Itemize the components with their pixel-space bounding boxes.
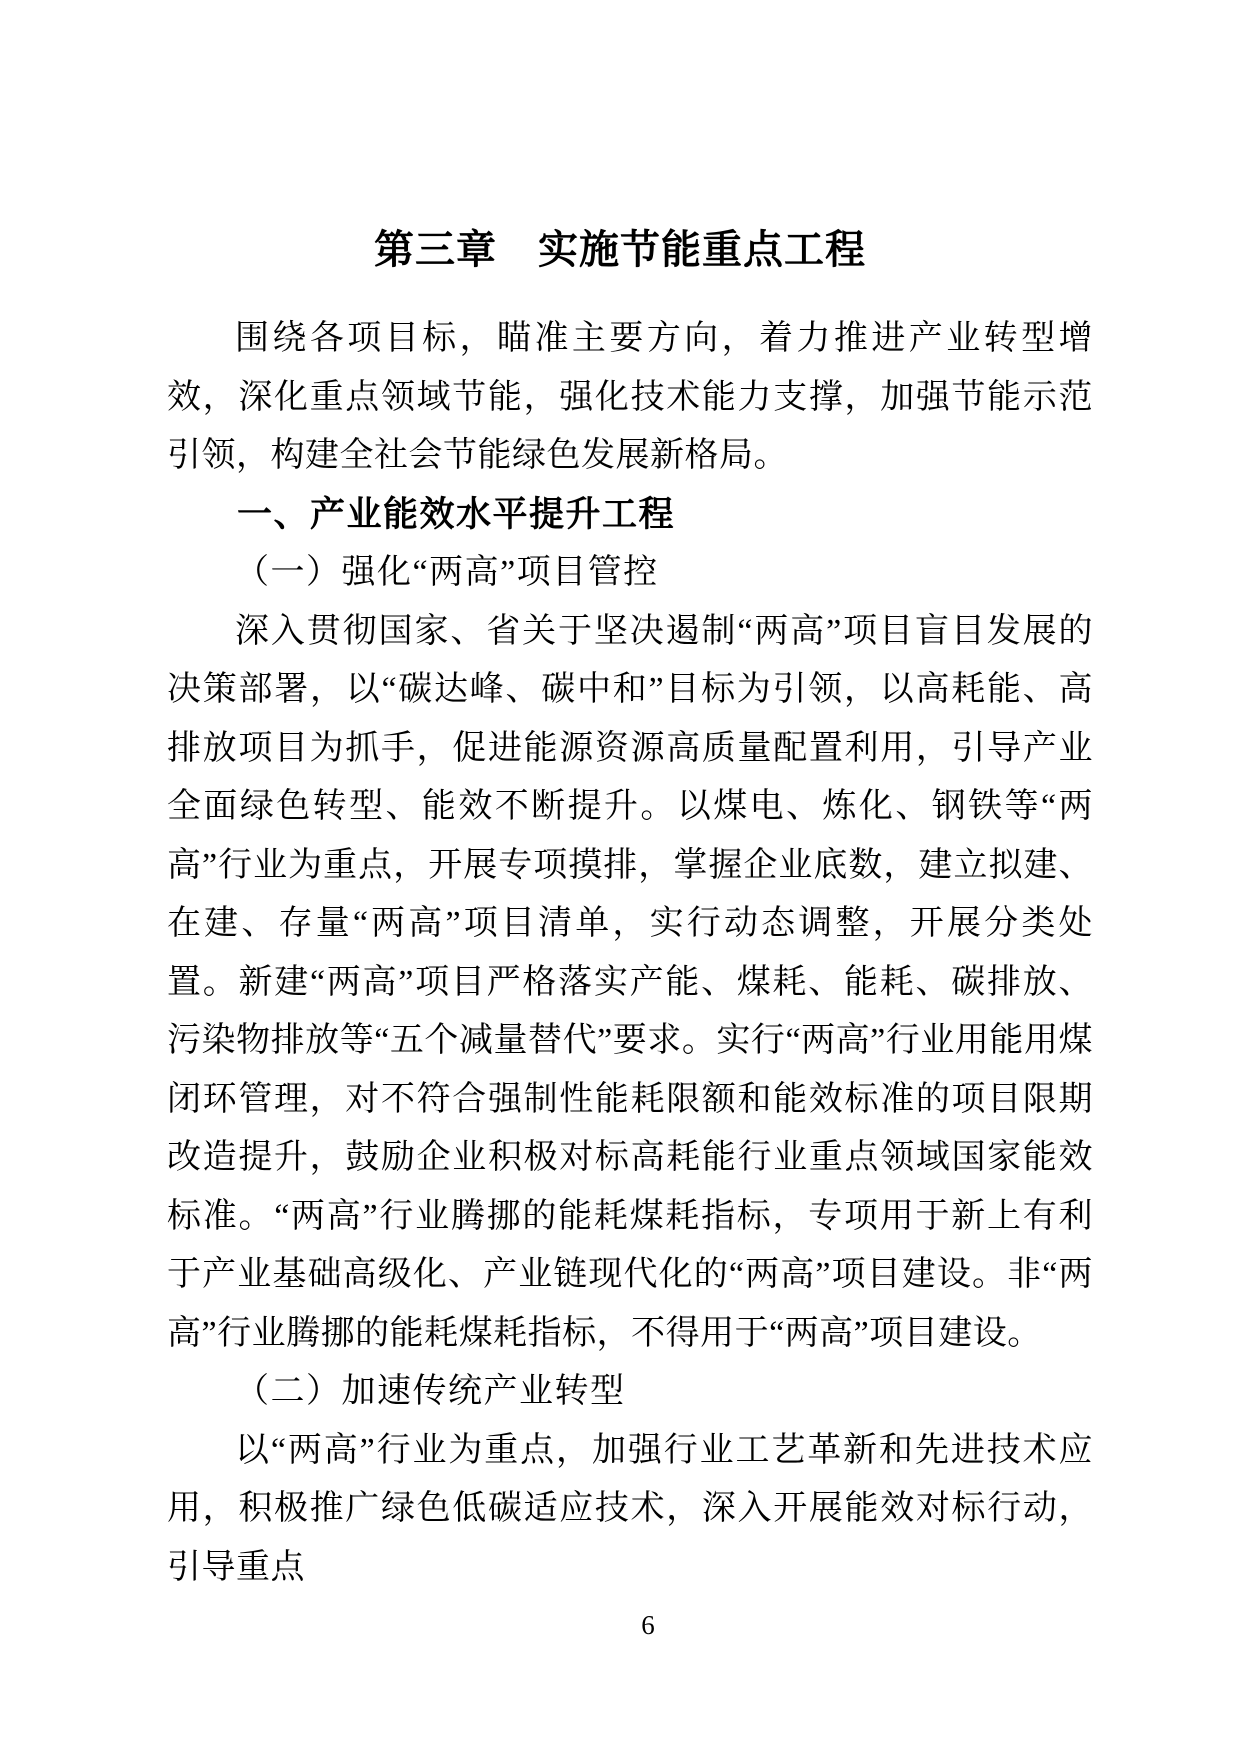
paragraph-traditional-industry: 以“两高”行业为重点，加强行业工艺革新和先进技术应用，积极推广绿色低碳适应技术，深入开展能效对标行动，引导重点 bbox=[167, 1431, 1093, 1586]
paragraph-two-high-control: 深入贯彻国家、省关于坚决遏制“两高”项目盲目发展的决策部署，以“碳达峰、碳中和”目标为引领，以高耗能、高排放项目为抓手，促进能源资源高质量配置利用，引导产业全面绿色转型、能效不断提升。以煤电、炼化、钢铁等“两高”行业为重点，开展专项摸排，掌握企业底数，建立拟建、在建、存量“两高”项目清单，实行动态调整，开展分类处置。新建“两高”项目严格落实产能、煤耗、能耗、碳排放、污染物排放等“五个减量替代”要求。实行“两高”行业用能用煤闭环管理，对不符合强制性能耗限额和能效标准的项目限期改造提升，鼓励企业积极对标高耗能行业重点领域国家能效标准。“两高”行业腾挪的能耗煤耗指标，专项用于新上有利于产业基础高级化、产业链现代化的“两高”项目建设。非“两高”行业腾挪的能耗煤耗指标，不得用于“两高”项目建设。 bbox=[167, 612, 1093, 1352]
paragraph-intro: 围绕各项目标，瞄准主要方向，着力推进产业转型增效，深化重点领域节能，强化技术能力支撑，加强节能示范引领，构建全社会节能绿色发展新格局。 bbox=[167, 320, 1093, 474]
section-heading-industry-efficiency: 一、产业能效水平提升工程 bbox=[237, 494, 676, 534]
document-body bbox=[167, 310, 1093, 1597]
page-number: 6 bbox=[641, 1610, 655, 1640]
subsection-heading-two-high-control: （一）强化“两高”项目管控 bbox=[235, 554, 659, 591]
subsection-heading-traditional-industry: （二）加速传统产业转型 bbox=[235, 1373, 626, 1410]
chapter-title: 第三章 实施节能重点工程 bbox=[374, 228, 866, 272]
